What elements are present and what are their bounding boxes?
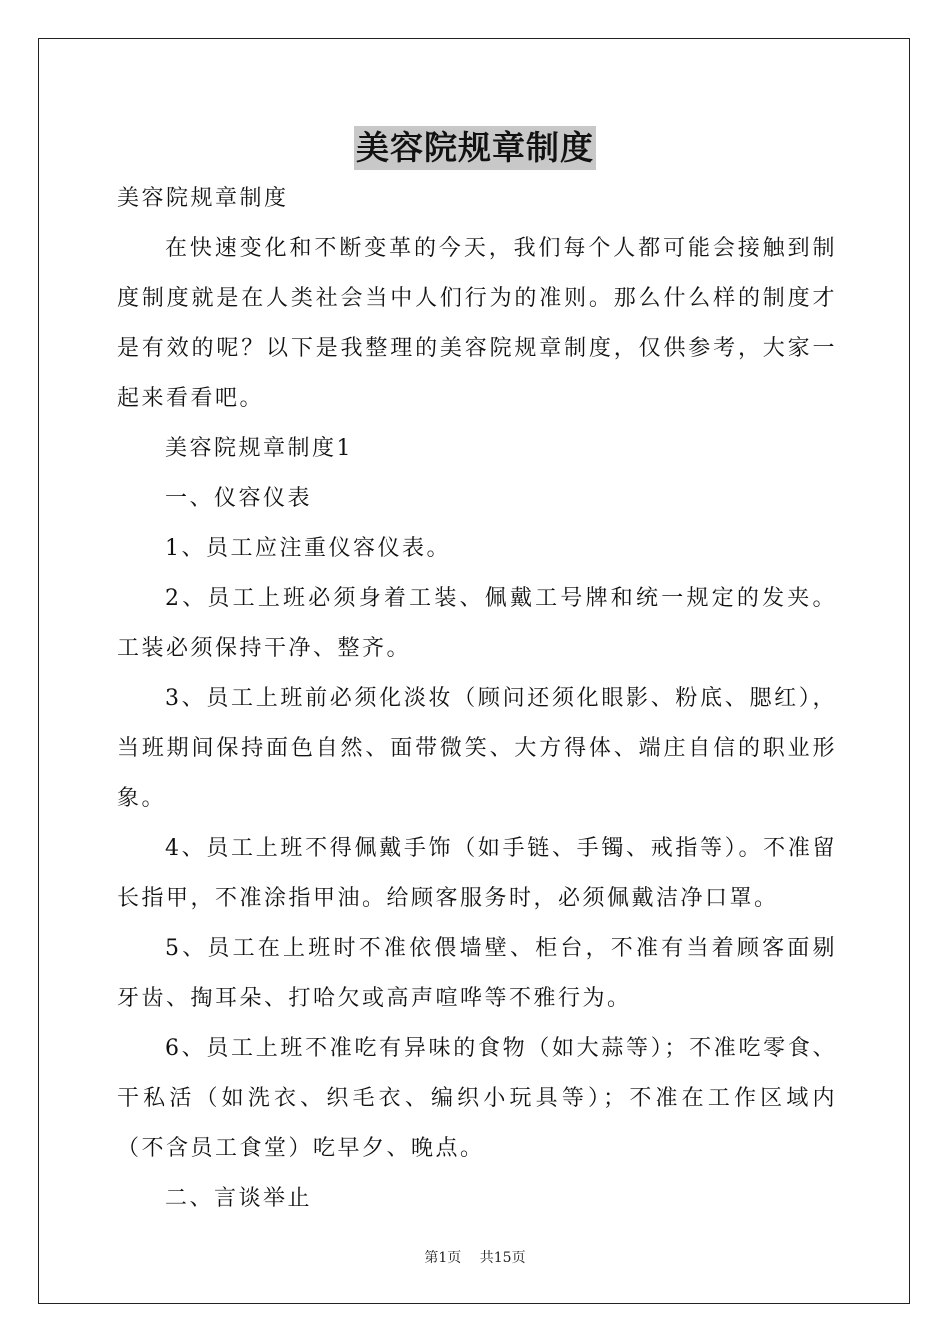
section-heading: 美容院规章制度1 bbox=[165, 436, 353, 461]
page-total: 共15页 bbox=[479, 1250, 526, 1266]
paragraph: 6、员工上班不准吃有异味的食物（如大蒜等）；不准吃零食、干私活（如洗衣、织毛衣、编织小玩具等）；不准在工作区域内（不含员工食堂）吃早夕、晚点。 bbox=[117, 1036, 837, 1161]
title-container bbox=[0, 126, 950, 170]
paragraph: 5、员工在上班时不准依偎墙壁、柜台，不准有当着顾客面剔牙齿、掏耳朵、打哈欠或高声喧哗等不雅行为。 bbox=[117, 936, 837, 1011]
section-heading: 二、言谈举止 bbox=[165, 1186, 313, 1211]
document-title: 美容院规章制度 bbox=[354, 126, 596, 170]
paragraph: 2、员工上班必须身着工装、佩戴工号牌和统一规定的发夹。工装必须保持干净、整齐。 bbox=[117, 586, 837, 661]
paragraph: 4、员工上班不得佩戴手饰（如手链、手镯、戒指等）。不准留长指甲，不准涂指甲油。给顾客服务时，必须佩戴洁净口罩。 bbox=[117, 836, 837, 911]
page-footer bbox=[0, 1247, 950, 1267]
section-heading: 一、仪容仪表 bbox=[165, 486, 313, 511]
paragraph: 在快速变化和不断变革的今天，我们每个人都可能会接触到制度制度就是在人类社会当中人们行为的准则。那么什么样的制度才是有效的呢？以下是我整理的美容院规章制度，仅供参考，大家一起来看看吧。 bbox=[117, 236, 837, 411]
page-number: 第1页 bbox=[424, 1250, 462, 1266]
paragraph: 1、员工应注重仪容仪表。 bbox=[165, 536, 451, 561]
document-body bbox=[117, 174, 837, 1224]
paragraph: 美容院规章制度 bbox=[117, 186, 289, 211]
paragraph: 3、员工上班前必须化淡妆（顾问还须化眼影、粉底、腮红），当班期间保持面色自然、面带微笑、大方得体、端庄自信的职业形象。 bbox=[117, 686, 837, 811]
